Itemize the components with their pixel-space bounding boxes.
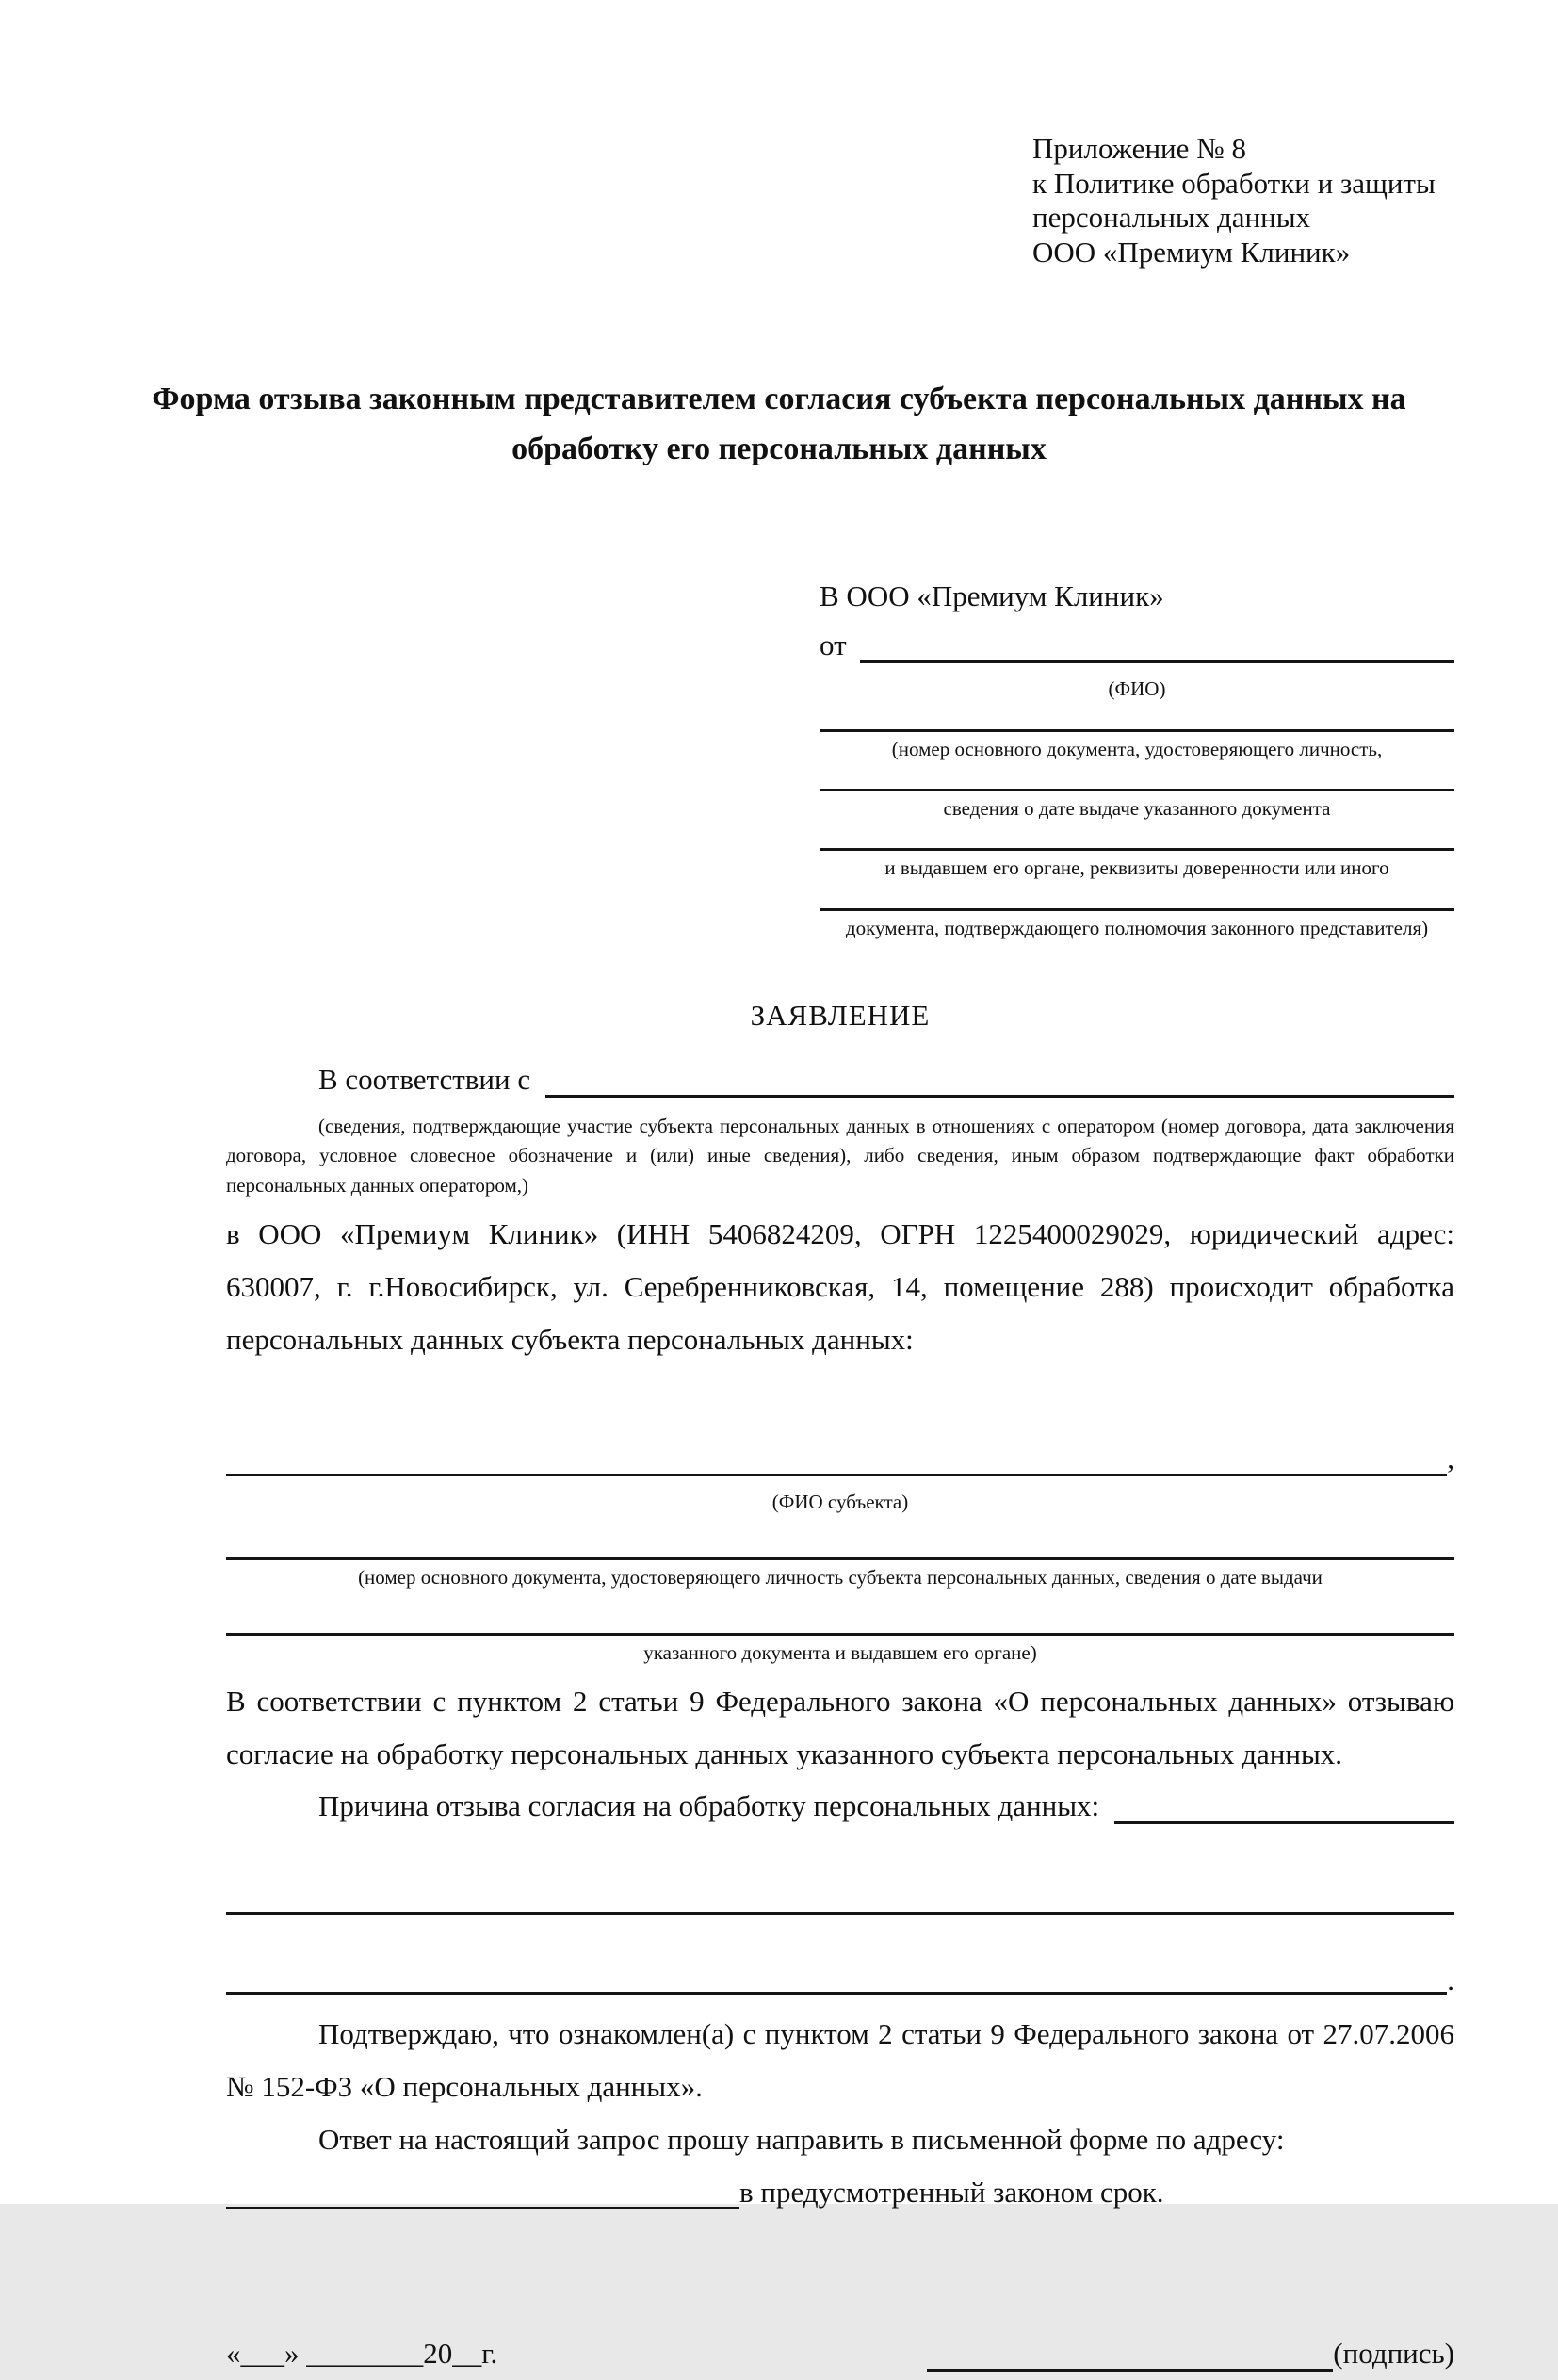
subject-doc-group	[226, 1557, 1454, 1591]
intro-footnote: (сведения, подтверждающие участие субъекта персональных данных в отношениях с оператором (номер договора, дата заключения договора, условное словесное обозначение и (или) иные сведения), либо сведения, иным образом подтверждающие факт обработки персональных данных оператором,)	[226, 1114, 1454, 1197]
statement-heading: ЗАЯВЛЕНИЕ	[750, 999, 931, 1033]
subject-doc-fill-line-2	[226, 1633, 1454, 1636]
representative-doc-caption-1: (номер основного документа, удостоверяющего личность,	[891, 737, 1383, 760]
signature-row	[226, 2327, 1454, 2380]
subject-doc-caption-2: указанного документа и выдавшем его органе)	[643, 1641, 1037, 1665]
document-title: Форма отзыва законным представителем согласия субъекта персональных данных на обработку его персональных данных	[152, 382, 1406, 466]
reply-suffix: в предусмотренный законом срок.	[739, 2175, 1164, 2209]
signature-caption: (подпись)	[1333, 2337, 1454, 2371]
confirmation-paragraph: Подтверждаю, что ознакомлен(а) с пунктом 2 статьи 9 Федерального закона от 27.07.2006 № 152-ФЗ «О персональных данных».	[226, 2017, 1454, 2104]
reason-row	[226, 1780, 1454, 1833]
intro-label: В соответствии с	[318, 1063, 531, 1097]
appendix-line: к Политике обработки и защиты	[1032, 166, 1436, 200]
representative-doc-fill-line-3	[820, 848, 1454, 851]
signature-fill-line	[927, 2369, 1333, 2372]
representative-doc-group	[820, 908, 1454, 942]
reason-extra-fill-line-1	[226, 1912, 1454, 1915]
recipient-block	[820, 573, 1454, 943]
subject-fio-comma: ,	[1447, 1441, 1454, 1475]
recipient-organization: В ООО «Премиум Клиник»	[820, 579, 1164, 612]
reply-address-row	[226, 2166, 1454, 2219]
appendix-line: персональных данных	[1032, 201, 1311, 235]
appendix-line: Приложение № 8	[1032, 132, 1246, 165]
signature-area	[927, 2327, 1454, 2380]
representative-doc-fill-line-4	[820, 908, 1454, 911]
representative-doc-fill-line-1	[820, 729, 1454, 732]
subject-fio-row	[226, 1432, 1454, 1485]
subject-fio-fill-line	[226, 1474, 1447, 1476]
subject-doc-fill-line-1	[226, 1557, 1454, 1560]
subject-doc-group	[226, 1633, 1454, 1667]
from-row	[820, 619, 1454, 672]
reason-label: Причина отзыва согласия на обработку персональных данных:	[318, 1789, 1100, 1823]
reason-period: .	[1447, 1964, 1454, 1997]
appendix-note	[1032, 132, 1454, 269]
representative-doc-caption-4: документа, подтверждающего полномочия законного представителя)	[845, 916, 1429, 939]
operator-paragraph: в ООО «Премиум Клиник» (ИНН 5406824209, ОГРН 1225400029029, юридический адрес: 630007, г. г.Новосибирск, ул. Серебренниковская, 14, помещение 288) происходит обработка персональных данных субъекта персональных данных:	[226, 1217, 1454, 1356]
reply-address-fill-line	[226, 2207, 739, 2209]
reason-fill-line	[1114, 1821, 1454, 1824]
representative-doc-group	[820, 729, 1454, 763]
reason-extra-row	[226, 1965, 1454, 1995]
reason-extra-fill-line-2	[226, 1992, 1447, 1995]
reply-paragraph: Ответ на настоящий запрос прошу направить в письменной форме по адресу:	[318, 2122, 1285, 2156]
appendix-line: ООО «Премиум Клиник»	[1032, 235, 1351, 269]
representative-fio-caption: (ФИО)	[1108, 677, 1166, 701]
representative-doc-caption-3: и выдавшем его органе, реквизиты доверенности или иного	[884, 856, 1389, 880]
representative-doc-group	[820, 848, 1454, 882]
date-blank: «___» ________20__г.	[226, 2337, 498, 2371]
subject-fio-caption: (ФИО субъекта)	[771, 1490, 909, 1513]
intro-row	[226, 1053, 1454, 1106]
from-label: от	[820, 628, 847, 662]
representative-doc-fill-line-2	[820, 789, 1454, 791]
representative-doc-caption-2: сведения о дате выдаче указанного документа	[943, 796, 1331, 820]
subject-fio-group	[226, 1432, 1454, 1516]
basis-fill-line	[545, 1095, 1454, 1098]
representative-fio-fill-line	[860, 660, 1454, 663]
subject-doc-caption-1: (номер основного документа, удостоверяющего личность субъекта персональных данных, сведения о дате выдачи	[358, 1565, 1323, 1589]
representative-doc-group	[820, 789, 1454, 823]
withdrawal-paragraph: В соответствии с пунктом 2 статьи 9 Федерального закона «О персональных данных» отзываю согласие на обработку персональных данных указанного субъекта персональных данных.	[226, 1684, 1454, 1770]
